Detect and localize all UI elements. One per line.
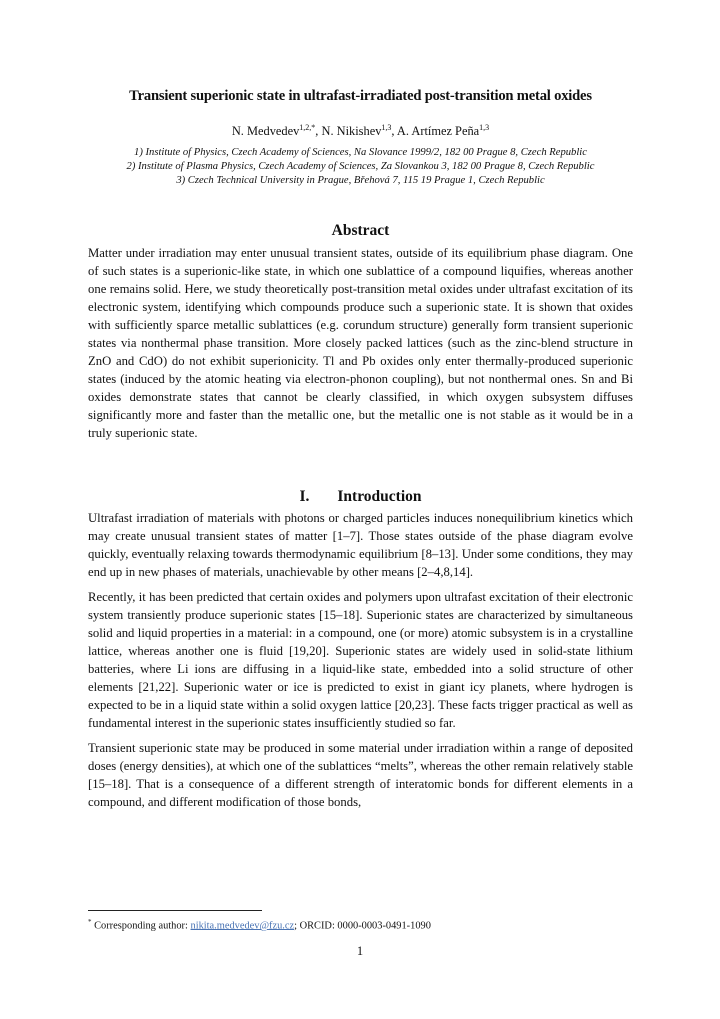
author: N. Nikishev (321, 124, 382, 139)
intro-paragraph: Recently, it has been predicted that certain oxides and polymers upon ultrafast excitation of their electronic system transiently produce superionic states [15–18]. Superionic states are characterized by simultaneous solid and liquid properties in a material: in a compound, one (or more) atomic subsystem is in a crystalline lattice, whereas another one is fluid [19,20]. Superionic states are widely used in solid-state lithium batteries, where Li ions are diffusing in a liquid-like state, embedded into a solid structure of other elements [21,22]. Superionic water or ice is predicted to exist in giant icy planets, where hydrogen is expected to be in a liquid state within a solid oxygen lattice [20,23]. These facts trigger practical as well as fundamental interest in the superionic states insufficiently studied so far. (88, 590, 633, 731)
footnote-prefix: Corresponding author: (91, 920, 191, 932)
author-affiliation-marker: 1,3 (479, 123, 490, 132)
footnote-suffix: ; ORCID: 0000-0003-0491-1090 (294, 920, 431, 932)
intro-paragraph: Transient superionic state may be produced in some material under irradiation within a range of deposited doses (energy densities), at which one of the sublattices “melts”, whereas the other remain relatively stable [15–18]. That is a consequence of a different strength of interatomic bonds for different elements in a compound, and different modification of those bonds, (88, 741, 633, 810)
email-link[interactable]: nikita.medvedev@fzu.cz (190, 920, 295, 932)
author: A. Artímez Peña (396, 124, 480, 139)
affiliation: 3) Czech Technical University in Prague, Břehová 7, 115 19 Prague 1, Czech Republic (176, 175, 545, 187)
section-title: Introduction (337, 488, 422, 506)
footnote-rule (88, 910, 262, 911)
footnote-marker: * (88, 918, 92, 926)
author-affiliation-marker: 1,2,* (299, 123, 316, 132)
abstract-heading: Abstract (331, 222, 390, 240)
section-number: I. (299, 488, 310, 506)
author-separator: , (315, 124, 322, 139)
abstract-text: Matter under irradiation may enter unusual transient states, outside of its equilibrium phase diagram. One of such states is a superionic-like state, in which one sublattice of a compound liquifies, whereas another one remains solid. Here, we study theoretically post-transition metal oxides under ultrafast excitation of its electronic system, identifying which compounds produce such a superionic state. It is shown that oxides with sufficiently sparce metallic sublattices (e.g. corundum structure) generally form transient superionic states via nonthermal phase transition. More closely packed lattices (such as the zinc-blend structure in ZnO and CdO) do not exhibit superionicity. Tl and Pb oxides only enter thermally-produced superionic states (induced by the atomic heating via electron-phonon coupling), but not nonthermal ones. Sn and Bi oxides demonstrate states that cannot be clearly classified, in which oxygen subsystem diffuses significantly more and faster than the metallic one, but the metallic one is not stable as it would be in a truly superionic state. (88, 246, 633, 441)
author-affiliation-marker: 1,3 (381, 123, 392, 132)
affiliation-list (88, 146, 633, 188)
section-heading (88, 488, 633, 506)
page-number: 1 (356, 944, 364, 958)
intro-paragraph: Ultrafast irradiation of materials with photons or charged particles induces nonequilibrium kinetics which may create unusual transient states of matter [1–7]. Those states outside of the phase diagram evolve quickly, eventually relaxing towards thermodynamic equilibrium [8–13]. Under some conditions, they may end up in new phases of materials, unachievable by other means [2–4,8,14]. (88, 511, 633, 580)
author-list (88, 123, 633, 139)
affiliation: 1) Institute of Physics, Czech Academy of Sciences, Na Slovance 1999/2, 182 00 Prague 8, Czech Republic (134, 147, 587, 159)
author-separator: , (391, 124, 397, 139)
footnote (88, 918, 431, 931)
paper-title: Transient superionic state in ultrafast-irradiated post-transition metal oxides (129, 88, 592, 104)
paper-page (88, 88, 633, 811)
affiliation: 2) Institute of Plasma Physics, Czech Academy of Sciences, Za Slovankou 3, 182 00 Prague 8, Czech Republic (126, 161, 595, 173)
author: N. Medvedev (231, 124, 300, 139)
